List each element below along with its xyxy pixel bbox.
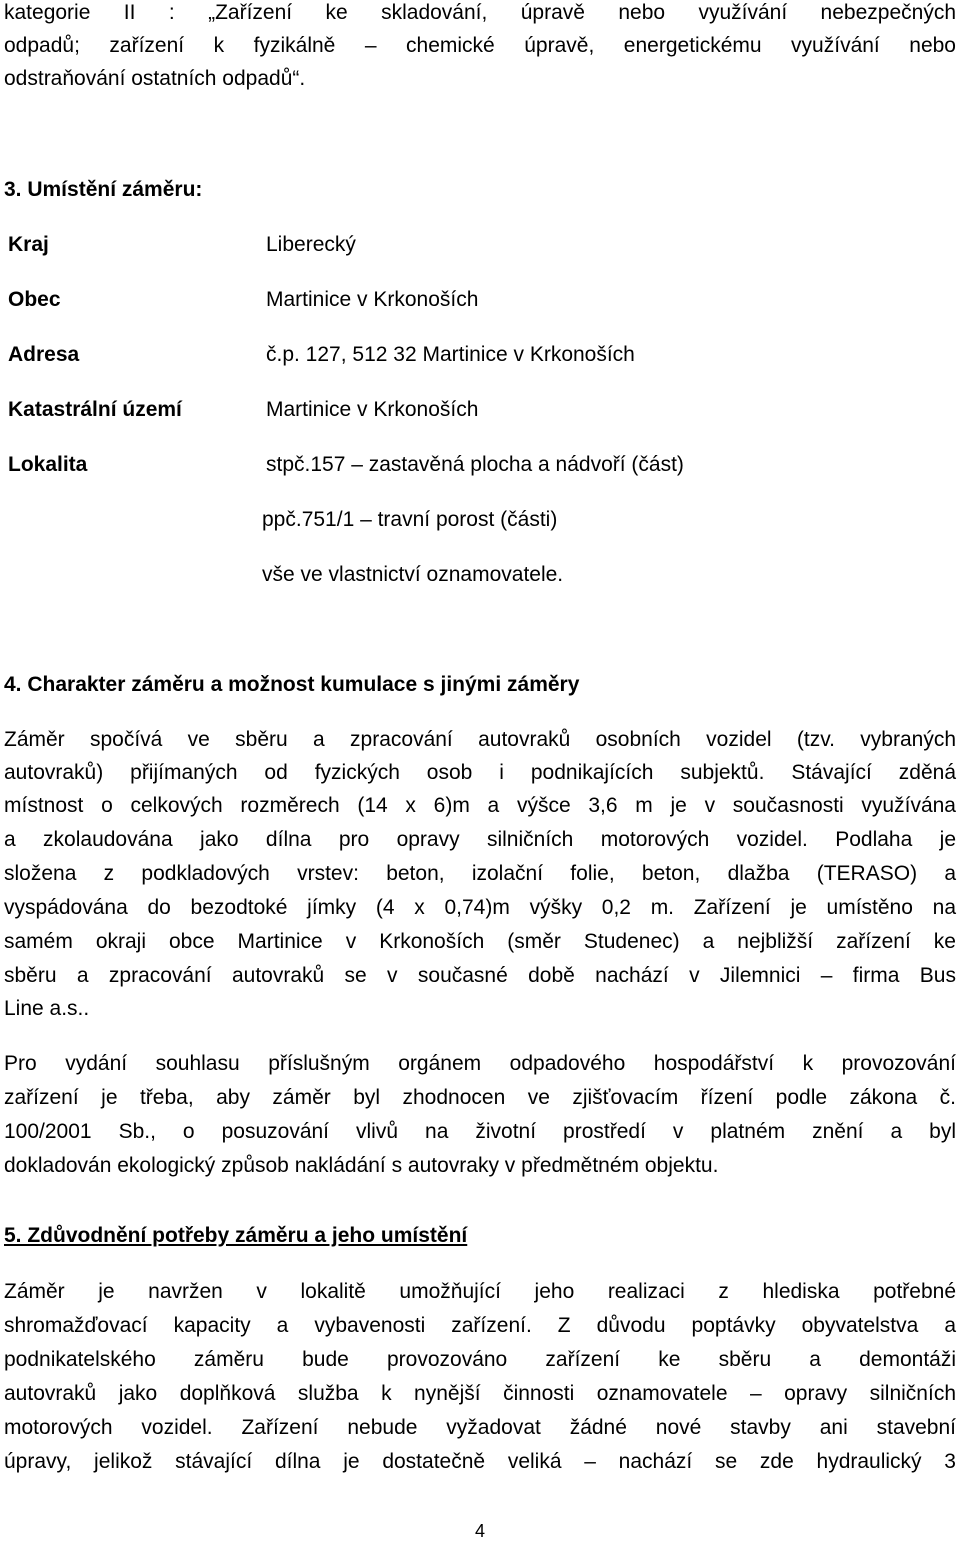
paragraph-line: úpravy, jelikož stávající dílna je dostatečně veliká – nachází se zde hydraulický 3 [4, 1450, 956, 1473]
section-5-heading: 5. Zdůvodnění potřeby záměru a jeho umístění [4, 1224, 468, 1247]
section-3-heading: 3. Umístění záměru: [4, 178, 203, 201]
intro-line: odstraňování ostatních odpadů“. [4, 67, 306, 90]
paragraph-line: místnost o celkových rozměrech (14 x 6)m a výšce 3,6 m je v současnosti využívána [4, 794, 956, 817]
location-value: Liberecký [266, 233, 356, 256]
paragraph-line: Pro vydání souhlasu příslušným orgánem odpadového hospodářství k provozování [4, 1052, 956, 1075]
paragraph-line: složena z podkladových vrstev: beton, izolační folie, beton, dlažba (TERASO) a [4, 862, 956, 885]
paragraph-line: motorových vozidel. Zařízení nebude vyžadovat žádné nové stavby ani stavební [4, 1416, 956, 1439]
location-value: Martinice v Krkonoších [266, 288, 479, 311]
location-value: Martinice v Krkonoších [266, 398, 479, 421]
location-label: Lokalita [8, 453, 88, 476]
paragraph-line: 100/2001 Sb., o posuzování vlivů na životní prostředí v platném znění a byl [4, 1120, 956, 1143]
paragraph-line: podnikatelského záměru bude provozováno zařízení ke sběru a demontáži [4, 1348, 956, 1371]
paragraph-line: a zkolaudována jako dílna pro opravy silničních motorových vozidel. Podlaha je [4, 828, 956, 851]
location-value: č.p. 127, 512 32 Martinice v Krkonoších [266, 343, 635, 366]
paragraph-line: dokladován ekologický způsob nakládání s autovraky v předmětném objektu. [4, 1154, 719, 1177]
intro-line: odpadů; zařízení k fyzikálně – chemické úpravě, energetickému využívání nebo [4, 34, 956, 57]
paragraph-line: zařízení je třeba, aby záměr byl zhodnocen ve zjišťovacím řízení podle zákona č. [4, 1086, 956, 1109]
section-4-heading: 4. Charakter záměru a možnost kumulace s jinými záměry [4, 673, 580, 696]
location-value: stpč.157 – zastavěná plocha a nádvoří (část) [266, 453, 684, 476]
location-extra-line: vše ve vlastnictví oznamovatele. [262, 563, 564, 586]
location-label: Adresa [8, 343, 80, 366]
location-label: Obec [8, 288, 61, 311]
paragraph-line: shromažďovací kapacity a vybavenosti zařízení. Z důvodu poptávky obyvatelstva a [4, 1314, 956, 1337]
paragraph-line: Záměr spočívá ve sběru a zpracování autovraků osobních vozidel (tzv. vybraných [4, 728, 956, 751]
page-number: 4 [474, 1521, 485, 1541]
paragraph-line: sběru a zpracování autovraků se v současné době nachází v Jilemnici – firma Bus [4, 964, 956, 987]
paragraph-line: Line a.s.. [4, 997, 90, 1020]
location-label: Katastrální území [8, 398, 182, 421]
location-extra-line: ppč.751/1 – travní porost (části) [262, 508, 558, 531]
location-label: Kraj [8, 233, 49, 256]
paragraph-line: Záměr je navržen v lokalitě umožňující jeho realizaci z hlediska potřebné [4, 1280, 956, 1303]
intro-line: kategorie II : „Zařízení ke skladování, úpravě nebo využívání nebezpečných [4, 1, 956, 24]
paragraph-line: samém okraji obce Martinice v Krkonoších (směr Studenec) a nejbližší zařízení ke [4, 930, 956, 953]
paragraph-line: vyspádována do bezodtoké jímky (4 x 0,74)m výšky 0,2 m. Zařízení je umístěno na [4, 896, 956, 919]
paragraph-line: autovraků jako doplňková služba k nynější činnosti oznamovatele – opravy silničních [4, 1382, 956, 1405]
paragraph-line: autovraků) přijímaných od fyzických osob i podnikajících subjektů. Stávající zděná [4, 761, 956, 784]
